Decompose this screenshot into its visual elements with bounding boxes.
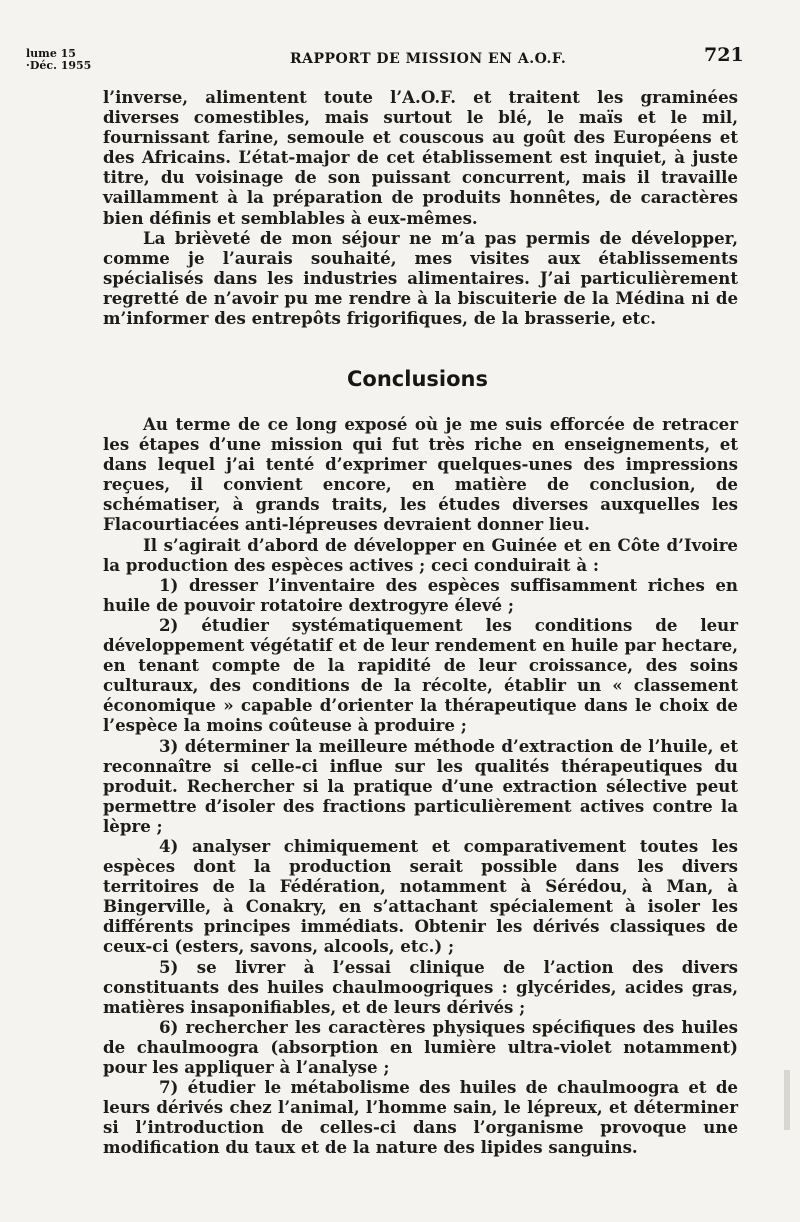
list-item: 5) se livrer à l’essai clinique de l’action des divers constituants des huiles chaulmoogriques : glycérides, acides gras, matières insaponifiables, et de leurs dérivés ; [103,956,738,1017]
list-item: 7) étudier le métabolisme des huiles de chaulmoogra et de leurs dérivés chez l’animal, l’homme sain, le lépreux, et déterminer si l’introduction de celles-ci dans l’organisme provoque une modification du taux et de la nature des lipides sanguins. [103,1077,738,1158]
issue-date: ·Déc. 1955 [26,59,92,72]
list-item: 6) rechercher les caractères physiques spécifiques des huiles de chaulmoogra (absorption en lumière ultra-violet notamment) pour les appliquer à l’analyse ; [103,1016,738,1077]
list-item: 4) analyser chimiquement et comparativement toutes les espèces dont la production serait possible dans les divers territoires de la Fédération, notamment à Sérédou, à Man, à Bingerville, à Conakry, en s’attachant spécialement à isoler les différents principes immédiats. Obtenir les dérivés classiques de ceux-ci (esters, savons, alcools, etc.) ; [103,835,738,957]
section-heading: Conclusions [347,367,488,391]
page-number: 721 [704,44,744,66]
volume-info [26,48,91,72]
paragraph: Au terme de ce long exposé où je me suis efforcée de retracer les étapes d’une mission qui fut très riche en enseignements, et dans lequel j’ai tenté d’exprimer quelques-unes des impressions reçues, il convient encore, en matière de conclusion, de schématiser, à grands traits, les études diverses auxquelles les Flacourtiacées anti-lépreuses devraient donner lieu. [103,414,738,535]
list-item: 3) déterminer la meilleure méthode d’extraction de l’huile, et reconnaître si celle-ci influe sur les qualités thérapeutiques du produit. Rechercher si la pratique d’une extraction sélective peut permettre d’isoler des fractions particulièrement actives contre la lèpre ; [103,735,738,836]
paragraph: l’inverse, alimentent toute l’A.O.F. et traitent les graminées diverses comestibles, mais surtout le blé, le maïs et le mil, fournissant farine, semoule et couscous au goût des Européens et des Africains. L’état-major de cet établissement est inquiet, à juste titre, du voisinage de son puissant concurrent, mais il travaille vaillamment à la préparation de produits honnêtes, de caractères bien définis et semblables à eux-mêmes. [103,87,738,228]
list-item: 2) étudier systématiquement les conditions de leur développement végétatif et de leur rendement en huile par hectare, en tenant compte de la rapidité de leur croissance, des soins culturaux, des conditions de la récolte, établir un « classement économique » capable d’orienter la thérapeutique dans le choix de l’espèce la moins coûteuse à produire ; [103,614,738,736]
conclusions-text-block [103,414,738,1157]
paragraph: La brièveté de mon séjour ne m’a pas permis de développer, comme je l’aurais souhaité, mes visites aux établissements spécialisés dans les industries alimentaires. J’ai particulièrement regretté de n’avoir pu me rendre à la biscuiterie de la Médina ni de m’informer des entrepôts frigorifiques, de la brasserie, etc. [103,227,738,329]
running-head: RAPPORT DE MISSION EN A.O.F. [290,51,567,67]
volume-number: lume 15 [26,47,76,60]
list-item: 1) dresser l’inventaire des espèces suffisamment riches en huile de pouvoir rotatoire dextrogyre élevé ; [103,574,738,615]
top-text-block [103,87,738,328]
paragraph: Il s’agirait d’abord de développer en Guinée et en Côte d’Ivoire la production des espèces actives ; ceci conduirait à : [103,534,738,575]
scan-margin-mark [784,1070,790,1130]
